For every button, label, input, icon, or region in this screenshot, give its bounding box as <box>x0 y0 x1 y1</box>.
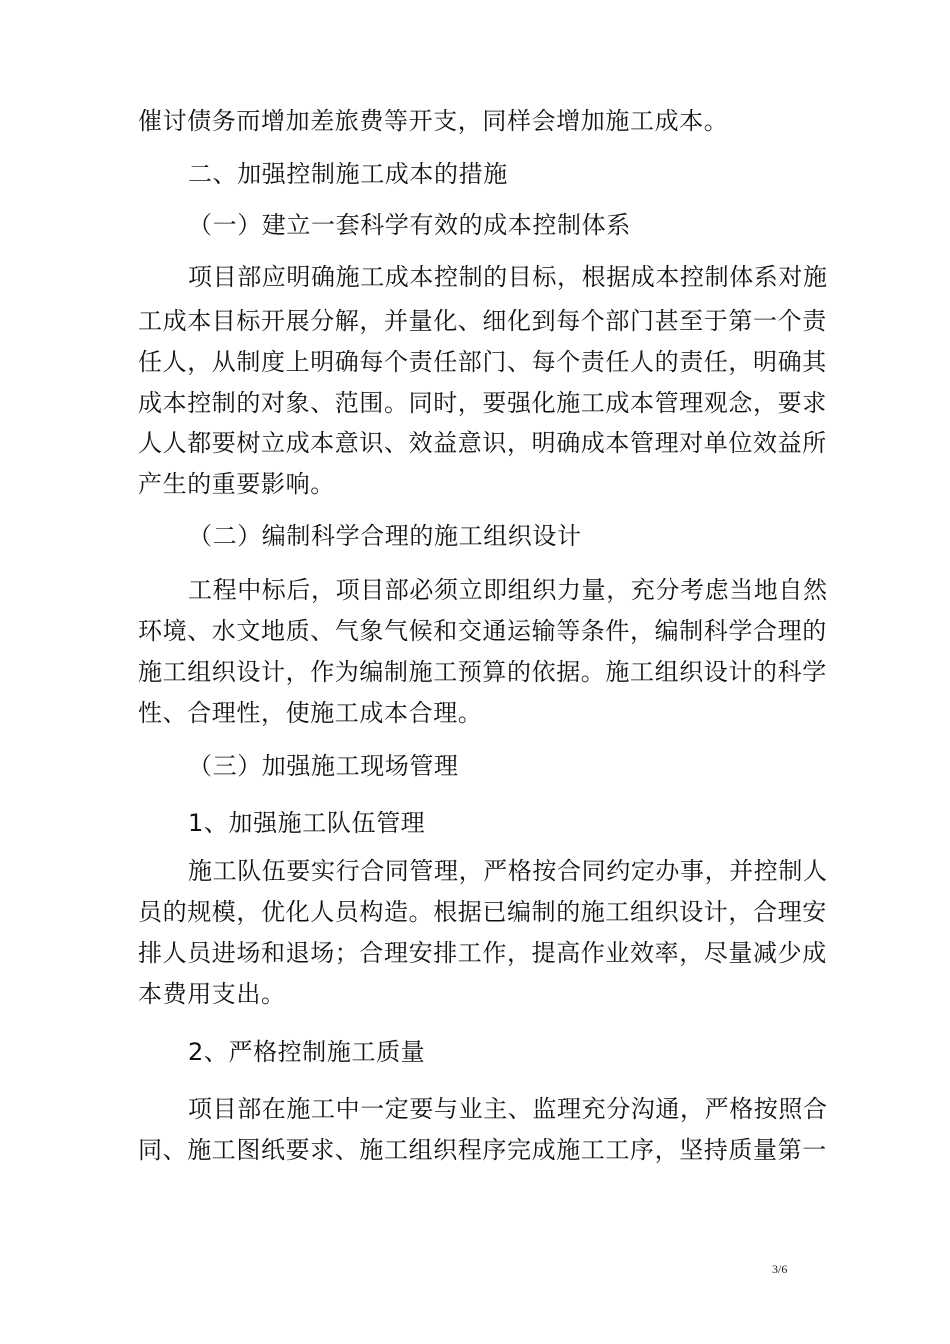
text-line: 本费用支出。 <box>138 980 286 1008</box>
item-heading: 2、严格控制施工质量 <box>188 1038 426 1066</box>
text-line: 工程中标后，项目部必须立即组织力量，充分考虑当地自然 <box>188 576 828 604</box>
text-line: 环境、水文地质、气象气候和交通运输等条件，编制科学合理的 <box>138 617 827 645</box>
text-line: 催讨债务而增加差旅费等开支，同样会增加施工成本。 <box>138 107 729 135</box>
text-line: 产生的重要影响。 <box>138 470 335 498</box>
section-heading: 二、加强控制施工成本的措施 <box>188 160 508 188</box>
text-line: 施工组织设计，作为编制施工预算的依据。施工组织设计的科学 <box>138 658 827 686</box>
text-line: 项目部在施工中一定要与业主、监理充分沟通，严格按照合 <box>188 1095 828 1123</box>
text-line: 施工队伍要实行合同管理，严格按合同约定办事，并控制人 <box>188 857 828 885</box>
item-heading: 1、加强施工队伍管理 <box>188 809 426 837</box>
subsection-heading: （二）编制科学合理的施工组织设计 <box>188 522 582 550</box>
text-line: 员的规模，优化人员构造。根据已编制的施工组织设计，合理安 <box>138 898 827 926</box>
text-line: 人人都要树立成本意识、效益意识，明确成本管理对单位效益所 <box>138 429 827 457</box>
text-line: 同、施工图纸要求、施工组织程序完成施工工序，坚持质量第一 <box>138 1136 827 1164</box>
page-number: 3/6 <box>772 1262 788 1276</box>
text-line: 排人员进场和退场；合理安排工作，提高作业效率，尽量减少成 <box>138 939 827 967</box>
subsection-heading: （三）加强施工现场管理 <box>188 752 459 780</box>
subsection-heading: （一）建立一套科学有效的成本控制体系 <box>188 211 631 239</box>
text-line: 任人，从制度上明确每个责任部门、每个责任人的责任，明确其 <box>138 348 827 376</box>
text-line: 成本控制的对象、范围。同时，要强化施工成本管理观念，要求 <box>138 389 827 417</box>
text-line: 项目部应明确施工成本控制的目标，根据成本控制体系对施 <box>188 263 828 291</box>
text-line: 工成本目标开展分解，并量化、细化到每个部门甚至于第一个责 <box>138 307 827 335</box>
text-line: 性、合理性，使施工成本合理。 <box>138 699 483 727</box>
